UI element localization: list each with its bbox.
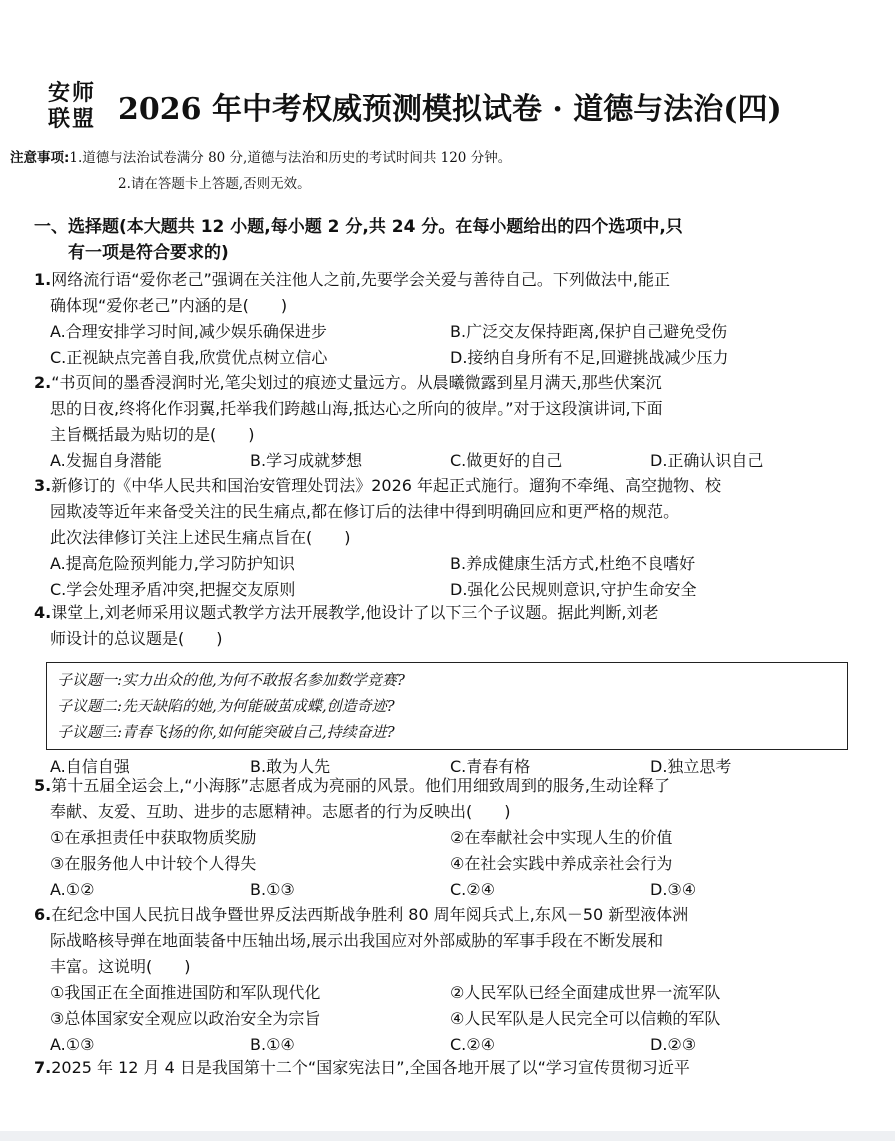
question-stem: 网络流行语“爱你老己”强调在关注他人之前,先要学会关爱与善待自己。下列做法中,能正: [51, 270, 670, 289]
option-d[interactable]: D.独立思考: [650, 757, 732, 776]
notice-line: 2.请在答题卡上答题,否则无效。: [118, 176, 311, 192]
question-stem: 新修订的《中华人民共和国治安管理处罚法》2026 年起正式施行。遛狗不牵绳、高空抛物、校: [51, 476, 722, 495]
statement: ②在奉献社会中实现人生的价值: [450, 828, 673, 847]
sub-topic-box: [46, 662, 848, 750]
sub-topic: 子议题二:先天缺陷的她,为何能破茧成蝶,创造奇迹?: [57, 697, 395, 715]
question-4: [34, 600, 854, 780]
option-b[interactable]: B.①④: [250, 1035, 295, 1054]
question-5: [34, 773, 854, 903]
question-stem: 2025 年 12 月 4 日是我国第十二个“国家宪法日”,全国各地开展了以“学习宣传贯彻习近平: [51, 1058, 690, 1077]
question-2: [34, 370, 854, 474]
question-number: 2.: [34, 373, 52, 392]
option-a[interactable]: A.发掘自身潜能: [50, 451, 162, 470]
option-c[interactable]: C.②④: [450, 1035, 495, 1054]
option-b[interactable]: B.广泛交友保持距离,保护自己避免受伤: [450, 322, 728, 341]
notice-block: [10, 145, 511, 197]
option-a[interactable]: A.①②: [50, 880, 95, 899]
statement: ③总体国家安全观应以政治安全为宗旨: [50, 1009, 321, 1028]
question-stem: 课堂上,刘老师采用议题式教学方法开展教学,他设计了以下三个子议题。据此判断,刘老: [51, 603, 659, 622]
option-d[interactable]: D.正确认识自己: [650, 451, 764, 470]
option-c[interactable]: C.做更好的自己: [450, 451, 563, 470]
question-7: [34, 1055, 854, 1081]
question-1: [34, 267, 854, 371]
question-stem: 奉献、友爱、互助、进步的志愿精神。志愿者的行为反映出( ): [50, 802, 511, 821]
statement: ①我国正在全面推进国防和军队现代化: [50, 983, 321, 1002]
question-stem: 在纪念中国人民抗日战争暨世界反法西斯战争胜利 80 周年阅兵式上,东风－50 新型液体洲: [51, 905, 689, 924]
option-a[interactable]: A.合理安排学习时间,减少娱乐确保进步: [50, 322, 327, 341]
options: [34, 448, 854, 474]
option-d[interactable]: D.②③: [650, 1035, 697, 1054]
question-stem: “书页间的墨香浸润时光,笔尖划过的痕迹丈量远方。从晨曦微露到星月满天,那些伏案沉: [51, 373, 662, 392]
publisher-logo: [48, 80, 114, 132]
question-stem: 师设计的总议题是( ): [50, 629, 223, 648]
section-line: 有一项是符合要求的): [68, 243, 229, 263]
question-number: 7.: [34, 1058, 52, 1077]
options: [34, 551, 854, 603]
option-a[interactable]: A.自信自强: [50, 757, 130, 776]
notice-line: 1.道德与法治试卷满分 80 分,道德与法治和历史的考试时间共 120 分钟。: [69, 150, 512, 166]
section-line: 一、选择题(本大题共 12 小题,每小题 2 分,共 24 分。在每小题给出的四个选项中,只: [34, 217, 683, 237]
option-a[interactable]: A.提高危险预判能力,学习防护知识: [50, 554, 295, 573]
option-b[interactable]: B.养成健康生活方式,杜绝不良嗜好: [450, 554, 696, 573]
brand-line: 联盟: [48, 106, 97, 132]
statements: [34, 825, 854, 877]
options: [34, 319, 854, 371]
option-c[interactable]: C.青春有格: [450, 757, 531, 776]
option-b[interactable]: B.敢为人先: [250, 757, 331, 776]
question-stem: 主旨概括最为贴切的是( ): [50, 425, 255, 444]
statement: ①在承担责任中获取物质奖励: [50, 828, 257, 847]
option-d[interactable]: D.强化公民规则意识,守护生命安全: [450, 580, 697, 599]
statement: ②人民军队已经全面建成世界一流军队: [450, 983, 721, 1002]
question-number: 1.: [34, 270, 52, 289]
question-number: 5.: [34, 776, 52, 795]
question-3: [34, 473, 854, 603]
question-stem: 丰富。这说明( ): [50, 957, 191, 976]
sub-topic: 子议题一:实力出众的他,为何不敢报名参加数学竞赛?: [57, 671, 405, 689]
options: [34, 877, 854, 903]
question-stem: 园欺凌等近年来备受关注的民生痛点,都在修订后的法律中得到明确回应和更严格的规范。: [50, 502, 680, 521]
exam-title: 2026 年中考权威预测模拟试卷 · 道德与法治(四): [118, 92, 782, 127]
statement: ③在服务他人中计较个人得失: [50, 854, 257, 873]
brand-line: 安师: [48, 80, 97, 106]
sub-topic: 子议题三:青春飞扬的你,如何能突破自己,持续奋进?: [57, 723, 395, 741]
question-number: 3.: [34, 476, 52, 495]
option-c[interactable]: C.正视缺点完善自我,欣赏优点树立信心: [50, 348, 328, 367]
question-stem: 际战略核导弹在地面装备中压轴出场,展示出我国应对外部威胁的军事手段在不断发展和: [50, 931, 664, 950]
section-heading: [34, 214, 854, 266]
question-stem: 思的日夜,终将化作羽翼,托举我们跨越山海,抵达心之所向的彼岸。”对于这段演讲词,下面: [50, 399, 663, 418]
statements: [34, 980, 854, 1032]
question-number: 4.: [34, 603, 52, 622]
question-6: [34, 902, 854, 1058]
page-bottom-edge: [0, 1131, 895, 1141]
notice-label: 注意事项:: [10, 150, 70, 166]
question-stem: 此次法律修订关注上述民生痛点旨在( ): [50, 528, 351, 547]
option-a[interactable]: A.①③: [50, 1035, 95, 1054]
question-number: 6.: [34, 905, 52, 924]
option-c[interactable]: C.学会处理矛盾冲突,把握交友原则: [50, 580, 296, 599]
statement: ④人民军队是人民完全可以信赖的军队: [450, 1009, 721, 1028]
option-d[interactable]: D.接纳自身所有不足,回避挑战减少压力: [450, 348, 729, 367]
option-b[interactable]: B.①③: [250, 880, 295, 899]
option-b[interactable]: B.学习成就梦想: [250, 451, 363, 470]
option-d[interactable]: D.③④: [650, 880, 697, 899]
question-stem: 确体现“爱你老己”内涵的是( ): [50, 296, 288, 315]
statement: ④在社会实践中养成亲社会行为: [450, 854, 673, 873]
option-c[interactable]: C.②④: [450, 880, 495, 899]
question-stem: 第十五届全运会上,“小海豚”志愿者成为亮丽的风景。他们用细致周到的服务,生动诠释了: [51, 776, 670, 795]
